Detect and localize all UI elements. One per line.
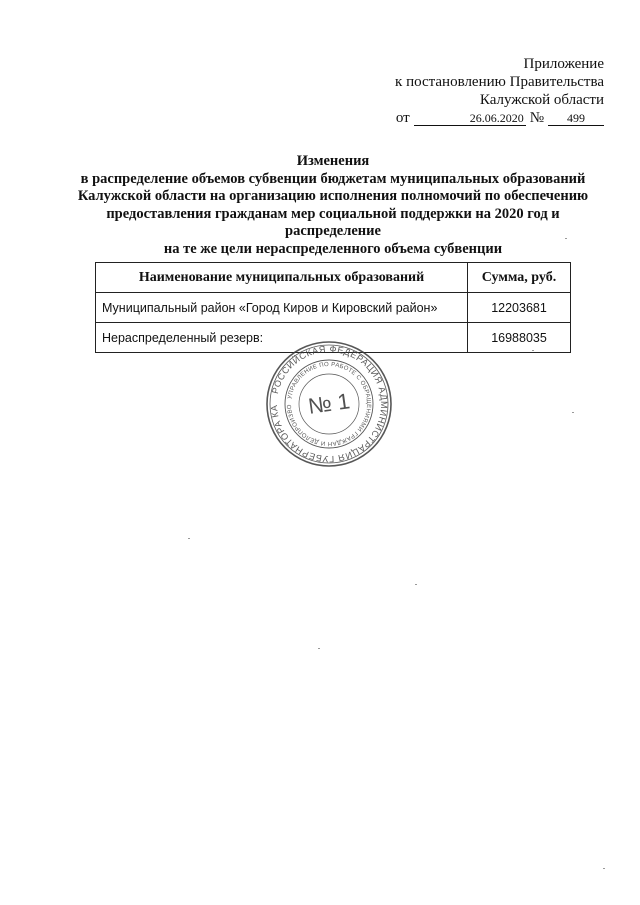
row-name: Муниципальный район «Город Киров и Кировский район» (96, 293, 468, 323)
row-sum: 12203681 (468, 293, 571, 323)
date-prefix: от (395, 110, 410, 126)
scan-speck (603, 868, 605, 869)
title-line-4: на те же цели нераспределенного объема субвенции (163, 240, 503, 257)
resolution-date: 26.06.2020 (414, 111, 526, 126)
number-prefix: № (529, 110, 544, 126)
seal-inner-text: УПРАВЛЕНИЕ ПО РАБОТЕ С ОБРАЩЕНИЯМИ ГРАЖДАН И ДЕЛОПРОИЗВО (286, 361, 372, 447)
column-header-sum: Сумма, руб. (468, 263, 571, 293)
table-row (96, 293, 571, 323)
document-title (60, 153, 606, 258)
official-seal (265, 340, 393, 468)
appendix-resolution-ref: к постановлению Правительства (395, 74, 604, 90)
title-line-1: в распределение объемов субвенции бюджетам муниципальных образований (80, 170, 586, 187)
scan-speck (532, 350, 534, 351)
resolution-number: 499 (548, 111, 604, 126)
appendix-header (395, 55, 604, 127)
table-header-row (96, 263, 571, 293)
title-line-3: предоставления гражданам мер социальной поддержки на 2020 год и распределение (106, 205, 560, 239)
scan-speck (572, 412, 574, 413)
appendix-date-line (395, 109, 604, 127)
title-heading: Изменения (296, 153, 370, 169)
appendix-label: Приложение (523, 56, 604, 72)
title-line-2: Калужской области на организацию исполнения полномочий по обеспечению (77, 188, 589, 204)
row-name: Нераспределенный резерв: (96, 323, 468, 353)
appendix-region: Калужской области (479, 92, 604, 108)
scan-speck (188, 538, 190, 539)
scan-speck (565, 238, 567, 239)
seal-number: № 1 (306, 388, 352, 419)
column-header-name: Наименование муниципальных образований (96, 263, 468, 293)
row-sum: 16988035 (468, 323, 571, 353)
seal-outer-text: РОССИЙСКАЯ ФЕДЕРАЦИЯ АДМИНИСТРАЦИЯ ГУБЕРНАТОРА КА (268, 343, 390, 465)
scan-speck (318, 648, 320, 649)
scan-speck (415, 584, 417, 585)
